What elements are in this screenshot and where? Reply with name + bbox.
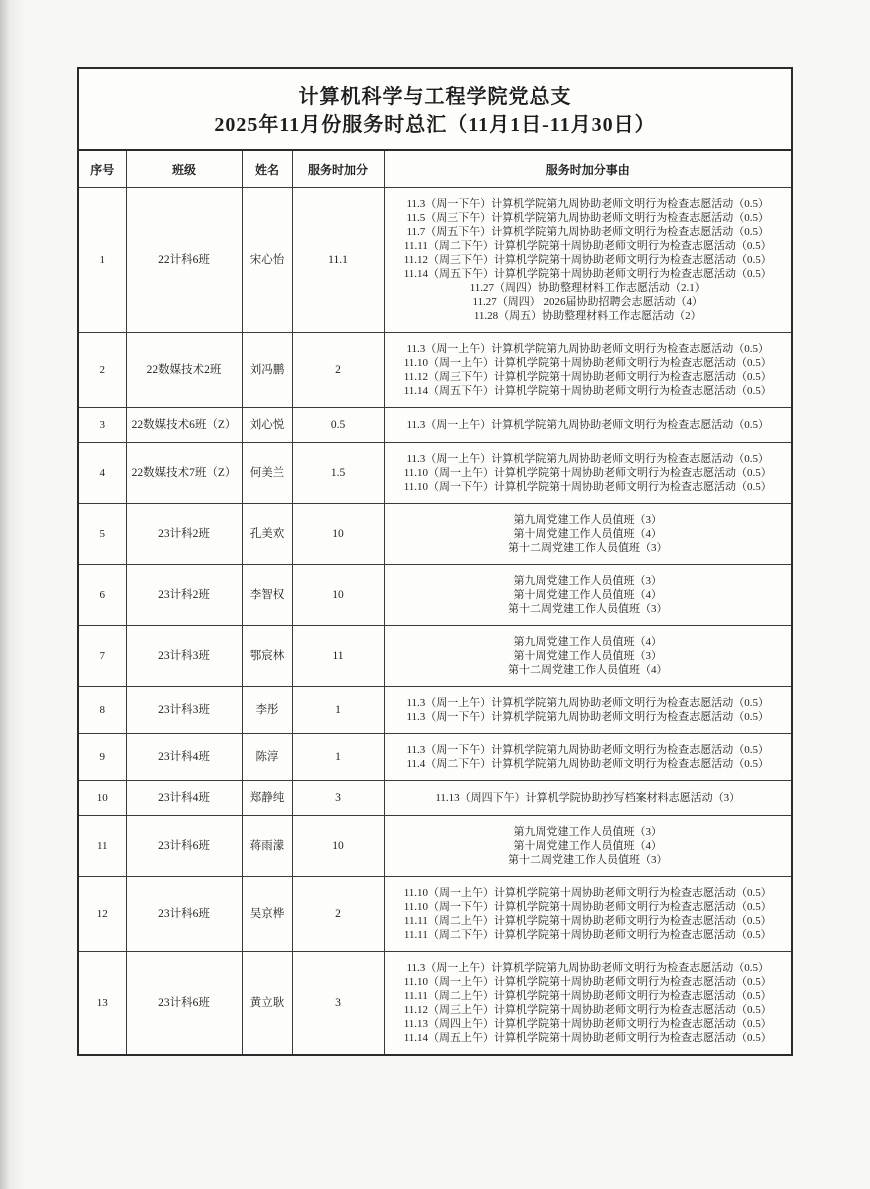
reason-line: 11.12（周三下午）计算机学院第十周协助老师文明行为检查志愿活动（0.5） <box>403 254 772 266</box>
table-row <box>78 687 792 734</box>
points-cell: 2 <box>292 877 384 952</box>
service-hours-table <box>77 67 793 1056</box>
table-row <box>78 443 792 504</box>
points-cell: 1 <box>292 687 384 734</box>
serial-number-cell: 12 <box>78 877 126 952</box>
reason-line: 第十周党建工作人员值班（4） <box>513 589 662 601</box>
reason-line: 第十二周党建工作人员值班（3） <box>508 854 668 866</box>
class-cell: 22计科6班 <box>126 188 242 333</box>
serial-number-cell: 10 <box>78 781 126 816</box>
name-cell: 李彤 <box>242 687 292 734</box>
reason-line: 第九周党建工作人员值班（3） <box>513 575 662 587</box>
reasons-cell <box>384 734 792 781</box>
reason-line: 11.3（周一上午）计算机学院第九周协助老师文明行为检查志愿活动（0.5） <box>406 453 770 465</box>
serial-number-cell: 9 <box>78 734 126 781</box>
class-cell: 23计科6班 <box>126 952 242 1056</box>
reason-line: 第九周党建工作人员值班（3） <box>513 826 662 838</box>
class-cell: 23计科3班 <box>126 687 242 734</box>
reason-line: 11.10（周一上午）计算机学院第十周协助老师文明行为检查志愿活动（0.5） <box>403 887 772 899</box>
header-name: 姓名 <box>242 150 292 188</box>
reasons-cell <box>384 333 792 408</box>
reason-line: 第十二周党建工作人员值班（3） <box>508 603 668 615</box>
class-cell: 23计科3班 <box>126 626 242 687</box>
serial-number-cell: 11 <box>78 816 126 877</box>
table-body <box>78 188 792 1056</box>
reason-line: 11.11（周二下午）计算机学院第十周协助老师文明行为检查志愿活动（0.5） <box>403 929 772 941</box>
name-cell: 鄂宸林 <box>242 626 292 687</box>
class-cell: 23计科4班 <box>126 734 242 781</box>
reasons-cell <box>384 781 792 816</box>
points-cell: 11.1 <box>292 188 384 333</box>
reason-line: 11.11（周二下午）计算机学院第十周协助老师文明行为检查志愿活动（0.5） <box>403 240 772 252</box>
name-cell: 刘冯鹏 <box>242 333 292 408</box>
reason-line: 11.27（周四） 2026届协助招聘会志愿活动（4） <box>472 296 704 308</box>
reason-line: 11.3（周一上午）计算机学院第九周协助老师文明行为检查志愿活动（0.5） <box>406 697 770 709</box>
table-row <box>78 877 792 952</box>
reason-line: 第十周党建工作人员值班（4） <box>513 528 662 540</box>
reason-line: 11.14（周五上午）计算机学院第十周协助老师文明行为检查志愿活动（0.5） <box>403 1032 772 1044</box>
reason-line: 第九周党建工作人员值班（3） <box>513 514 662 526</box>
class-cell: 23计科6班 <box>126 816 242 877</box>
name-cell: 吴京桦 <box>242 877 292 952</box>
points-cell: 1.5 <box>292 443 384 504</box>
reason-line: 11.12（周三上午）计算机学院第十周协助老师文明行为检查志愿活动（0.5） <box>403 1004 772 1016</box>
reason-line: 11.3（周一上午）计算机学院第九周协助老师文明行为检查志愿活动（0.5） <box>406 962 770 974</box>
class-cell: 23计科2班 <box>126 565 242 626</box>
class-cell: 22数媒技术7班（Z） <box>126 443 242 504</box>
class-cell: 23计科2班 <box>126 504 242 565</box>
reasons-cell <box>384 504 792 565</box>
reasons-cell <box>384 626 792 687</box>
header-points: 服务时加分 <box>292 150 384 188</box>
serial-number-cell: 5 <box>78 504 126 565</box>
table-row <box>78 816 792 877</box>
name-cell: 何美兰 <box>242 443 292 504</box>
table-row <box>78 626 792 687</box>
points-cell: 10 <box>292 504 384 565</box>
reasons-cell <box>384 565 792 626</box>
class-cell: 22数媒技术2班 <box>126 333 242 408</box>
reason-line: 11.14（周五下午）计算机学院第十周协助老师文明行为检查志愿活动（0.5） <box>403 385 772 397</box>
reason-line: 11.12（周三下午）计算机学院第十周协助老师文明行为检查志愿活动（0.5） <box>403 371 772 383</box>
reason-line: 11.10（周一上午）计算机学院第十周协助老师文明行为检查志愿活动（0.5） <box>403 357 772 369</box>
serial-number-cell: 6 <box>78 565 126 626</box>
points-cell: 1 <box>292 734 384 781</box>
serial-number-cell: 3 <box>78 408 126 443</box>
reasons-cell <box>384 952 792 1056</box>
reason-line: 11.3（周一下午）计算机学院第九周协助老师文明行为检查志愿活动（0.5） <box>406 744 770 756</box>
title-line-2: 2025年11月份服务时总汇（11月1日-11月30日） <box>214 114 656 136</box>
name-cell: 刘心悦 <box>242 408 292 443</box>
reason-line: 11.27（周四）协助整理材料工作志愿活动（2.1） <box>469 282 706 294</box>
serial-number-cell: 8 <box>78 687 126 734</box>
name-cell: 陈淳 <box>242 734 292 781</box>
points-cell: 3 <box>292 952 384 1056</box>
reason-line: 11.10（周一下午）计算机学院第十周协助老师文明行为检查志愿活动（0.5） <box>403 481 772 493</box>
reason-line: 11.3（周一下午）计算机学院第九周协助老师文明行为检查志愿活动（0.5） <box>406 711 770 723</box>
table-row <box>78 504 792 565</box>
name-cell: 郑静纯 <box>242 781 292 816</box>
reasons-cell <box>384 443 792 504</box>
reasons-cell <box>384 408 792 443</box>
serial-number-cell: 13 <box>78 952 126 1056</box>
class-cell: 22数媒技术6班（Z） <box>126 408 242 443</box>
document-title <box>77 67 793 149</box>
name-cell: 宋心怡 <box>242 188 292 333</box>
points-cell: 10 <box>292 816 384 877</box>
reasons-cell <box>384 687 792 734</box>
header-row <box>78 150 792 188</box>
table-row <box>78 408 792 443</box>
reasons-cell <box>384 877 792 952</box>
name-cell: 蒋雨濛 <box>242 816 292 877</box>
serial-number-cell: 1 <box>78 188 126 333</box>
reason-line: 第十二周党建工作人员值班（3） <box>508 542 668 554</box>
reason-line: 11.3（周一上午）计算机学院第九周协助老师文明行为检查志愿活动（0.5） <box>406 419 770 431</box>
class-cell: 23计科6班 <box>126 877 242 952</box>
reason-line: 11.13（周四下午）计算机学院协助抄写档案材料志愿活动（3） <box>435 792 741 804</box>
reason-line: 11.10（周一下午）计算机学院第十周协助老师文明行为检查志愿活动（0.5） <box>403 901 772 913</box>
name-cell: 黄立耿 <box>242 952 292 1056</box>
table-row <box>78 565 792 626</box>
reason-line: 11.28（周五）协助整理材料工作志愿活动（2） <box>473 310 702 322</box>
title-line-1: 计算机科学与工程学院党总支 <box>298 86 572 108</box>
reasons-cell <box>384 188 792 333</box>
reason-line: 11.7（周五下午）计算机学院第九周协助老师文明行为检查志愿活动（0.5） <box>406 226 770 238</box>
reason-line: 11.11（周二上午）计算机学院第十周协助老师文明行为检查志愿活动（0.5） <box>403 990 772 1002</box>
reason-line: 11.3（周一下午）计算机学院第九周协助老师文明行为检查志愿活动（0.5） <box>406 198 770 210</box>
reason-line: 11.3（周一上午）计算机学院第九周协助老师文明行为检查志愿活动（0.5） <box>406 343 770 355</box>
points-cell: 0.5 <box>292 408 384 443</box>
table-row <box>78 781 792 816</box>
points-cell: 11 <box>292 626 384 687</box>
reason-line: 11.13（周四上午）计算机学院第十周协助老师文明行为检查志愿活动（0.5） <box>403 1018 772 1030</box>
reason-line: 第十周党建工作人员值班（3） <box>513 650 662 662</box>
reason-line: 11.14（周五下午）计算机学院第十周协助老师文明行为检查志愿活动（0.5） <box>403 268 772 280</box>
reason-line: 11.10（周一上午）计算机学院第十周协助老师文明行为检查志愿活动（0.5） <box>403 976 772 988</box>
reason-line: 第十周党建工作人员值班（4） <box>513 840 662 852</box>
reason-line: 11.5（周三下午）计算机学院第九周协助老师文明行为检查志愿活动（0.5） <box>406 212 770 224</box>
serial-number-cell: 4 <box>78 443 126 504</box>
table-row <box>78 952 792 1056</box>
header-class: 班级 <box>126 150 242 188</box>
header-reasons: 服务时加分事由 <box>384 150 792 188</box>
table-row <box>78 188 792 333</box>
serial-number-cell: 2 <box>78 333 126 408</box>
name-cell: 李智权 <box>242 565 292 626</box>
reason-line: 第十二周党建工作人员值班（4） <box>508 664 668 676</box>
class-cell: 23计科4班 <box>126 781 242 816</box>
serial-number-cell: 7 <box>78 626 126 687</box>
reason-line: 11.4（周二下午）计算机学院第九周协助老师文明行为检查志愿活动（0.5） <box>406 758 770 770</box>
reason-line: 11.11（周二上午）计算机学院第十周协助老师文明行为检查志愿活动（0.5） <box>403 915 772 927</box>
reason-line: 11.10（周一上午）计算机学院第十周协助老师文明行为检查志愿活动（0.5） <box>403 467 772 479</box>
points-cell: 3 <box>292 781 384 816</box>
name-cell: 孔美欢 <box>242 504 292 565</box>
points-cell: 2 <box>292 333 384 408</box>
reason-line: 第九周党建工作人员值班（4） <box>513 636 662 648</box>
table-row <box>78 333 792 408</box>
photographed-document-page <box>0 67 870 1189</box>
points-cell: 10 <box>292 565 384 626</box>
table-row <box>78 734 792 781</box>
header-serial-number: 序号 <box>78 150 126 188</box>
reasons-cell <box>384 816 792 877</box>
